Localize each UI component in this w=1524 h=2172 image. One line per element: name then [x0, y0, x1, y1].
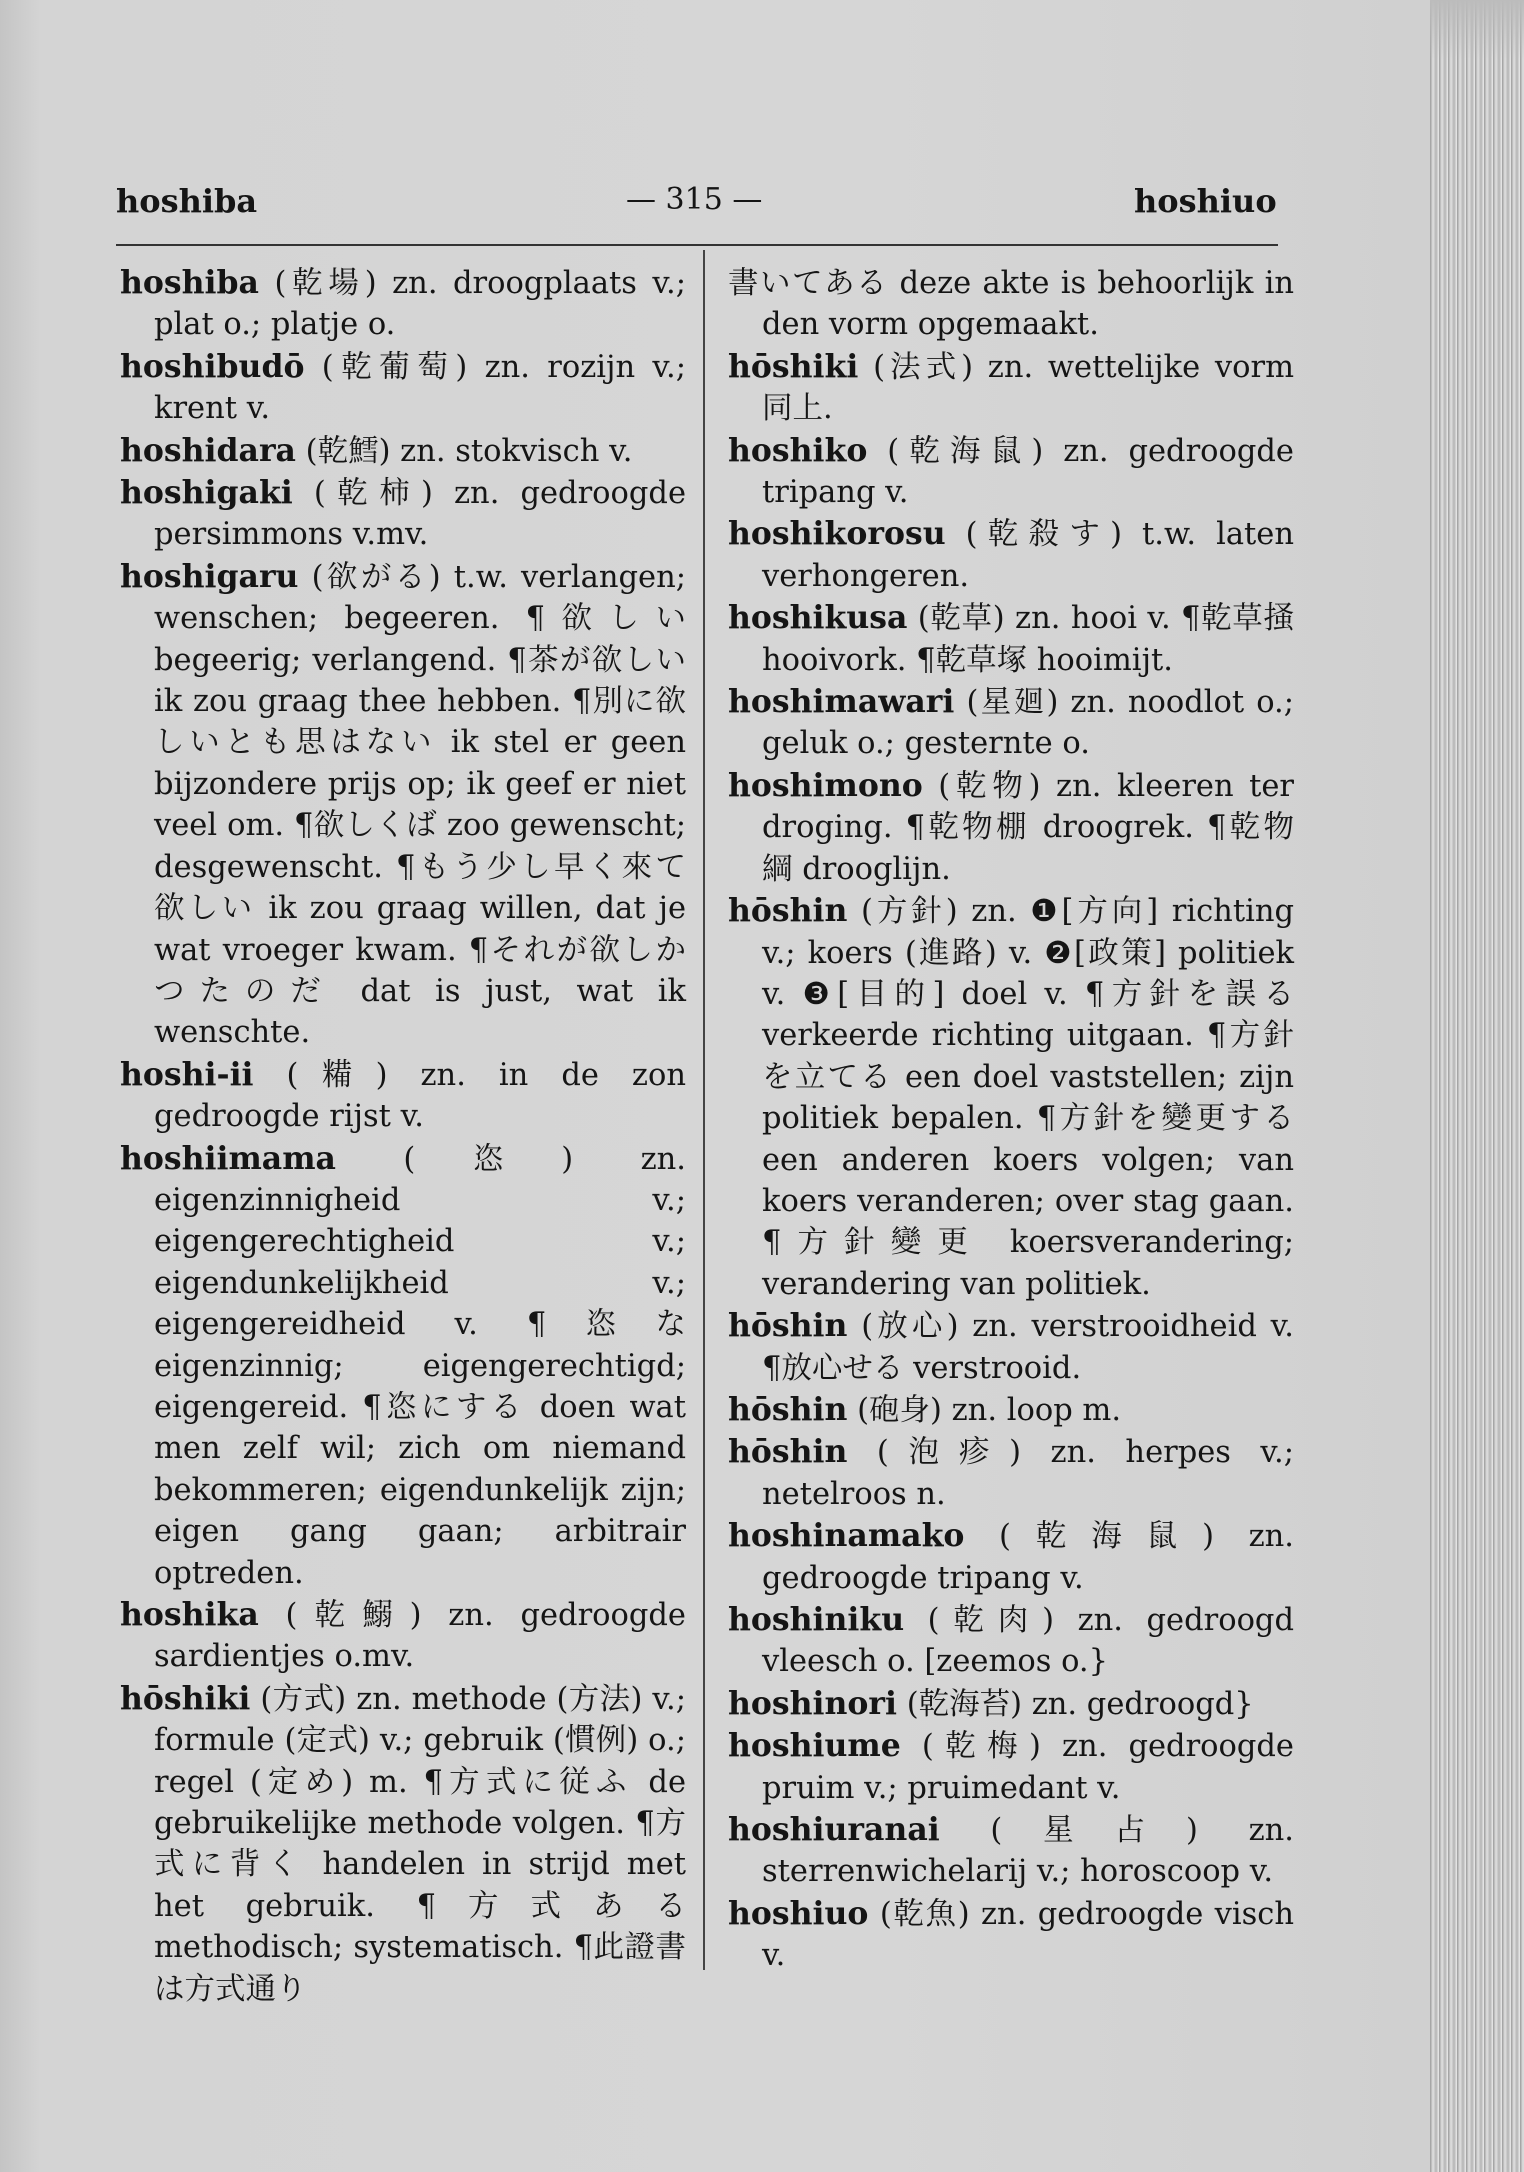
definition: (乾柿) zn. gedroogde persimmons v.mv.: [154, 476, 686, 553]
headword: hoshikorosu: [728, 515, 946, 553]
headword: hoshika: [120, 1596, 259, 1633]
definition: (方式) zn. methode (方法) v.; formule (定式) v.; gebruik (慣例) o.; regel (定め) m. ¶方式に従ふ de gebruikelijke methode volgen. ¶方式に背く handelen in strijd met het gebruik. ¶方式ある methodisch; systematisch. ¶此證書は方式通り: [154, 1681, 686, 2007]
headword: hōshin: [728, 892, 848, 930]
dictionary-entry: [728, 1809, 1294, 1893]
definition: (糒) zn. in de zon gedroogde rijst v.: [154, 1057, 686, 1135]
headword: hoshigaru: [120, 557, 299, 595]
headword: hoshiniku: [728, 1601, 905, 1638]
headword: hōshin: [728, 1433, 848, 1471]
definition: (放心) zn. verstrooidheid v. ¶放心せる verstrooid.: [762, 1309, 1294, 1386]
definition: (乾海苔) zn. gedroogd}: [906, 1686, 1254, 1722]
dictionary-entry: [728, 765, 1294, 890]
headword: hoshiuo: [728, 1894, 869, 1932]
dictionary-entry: [728, 1599, 1294, 1683]
definition: (乾梅) zn. gedroogde pruim v.; pruimedant v.: [762, 1729, 1294, 1806]
headword: hoshiuranai: [728, 1811, 940, 1849]
dictionary-entry: [120, 1594, 686, 1678]
column-divider: [703, 250, 705, 1970]
headword: hoshiko: [728, 431, 868, 469]
headword: hoshibudō: [120, 347, 305, 385]
dictionary-entry: [120, 1138, 686, 1594]
dictionary-entry: [728, 1515, 1294, 1599]
headword: hoshimono: [728, 766, 923, 804]
headword: hoshinori: [728, 1684, 897, 1722]
headword: hoshidara: [120, 431, 296, 469]
headword: hoshikusa: [728, 599, 908, 637]
dictionary-entry: [728, 597, 1294, 681]
dictionary-entry: [728, 1683, 1294, 1725]
headword: hoshinamako: [728, 1517, 965, 1555]
definition: (乾肉) zn. gedroogd vleesch o. [zeemos o.}: [762, 1603, 1294, 1680]
definition: (乾殺す) t.w. laten verhongeren.: [762, 517, 1294, 594]
definition: (乾海鼠) zn. gedroogde tripang v.: [762, 1519, 1294, 1596]
dictionary-entry: [120, 556, 686, 1054]
definition: (乾物) zn. kleeren ter droging. ¶乾物棚 droogrek. ¶乾物綱 drooglijn.: [762, 768, 1294, 887]
left-guide-word: hoshiba: [116, 182, 258, 220]
dictionary-entry: [728, 346, 1294, 430]
dictionary-entry: [728, 681, 1294, 765]
right-guide-word: hoshiuo: [1134, 182, 1277, 220]
definition: (乾鱈) zn. stokvisch v.: [305, 433, 633, 469]
dictionary-entry: [120, 1678, 686, 2010]
headword: hōshiki: [728, 347, 859, 385]
dictionary-entry: [120, 346, 686, 430]
dictionary-entry: [728, 430, 1294, 514]
definition: (方針) zn. ❶[方向] richting v.; koers (進路) v. ❷[政策] politiek v. ❸[目的] doel v. ¶方針を誤る verkeerde richting uitgaan. ¶方針を立てる een doel vaststellen; zijn politiek bepalen. ¶方針を變更する een anderen koers volgen; van koers veranderen; over stag gaan. ¶方針變更 koersverandering; verandering van politiek.: [762, 894, 1294, 1302]
headword: hōshin: [728, 1390, 848, 1428]
dictionary-entry: [120, 262, 686, 346]
page-header: [0, 182, 1430, 232]
definition: (星占) zn. sterrenwichelarij v.; horoscoop v.: [762, 1813, 1294, 1890]
page-number: — 315 —: [626, 182, 763, 217]
headword: hoshiimama: [120, 1139, 336, 1177]
dictionary-entry: [728, 513, 1294, 597]
definition: (乾草) zn. hooi v. ¶乾草掻 hooivork. ¶乾草塚 hooimijt.: [762, 601, 1294, 678]
headword: hoshi-ii: [120, 1055, 254, 1093]
definition: (恣) zn. eigenzinnigheid v.; eigengerechtigheid v.; eigendunkelijkheid v.; eigengereidheid v. ¶恣な eigenzinnig; eigengerechtigd; eigengereid. ¶恣にする doen wat men zelf wil; zich om niemand bekommeren; eigendunkelijk zijn; eigen gang gaan; arbitrair optreden.: [154, 1141, 686, 1591]
book-page-edges: [1430, 0, 1524, 2172]
definition: (乾魚) zn. gedroogde visch v.: [762, 1896, 1294, 1974]
definition: (星廻) zn. noodlot o.; geluk o.; gesternte o.: [762, 685, 1295, 762]
dictionary-entry: [728, 1431, 1294, 1515]
definition: (砲身) zn. loop m.: [857, 1392, 1122, 1428]
right-column: [728, 262, 1294, 1977]
dictionary-entry: [120, 472, 686, 556]
definition: (乾葡萄) zn. rozijn v.; krent v.: [154, 349, 686, 427]
definition: (欲がる) t.w. verlangen; wenschen; begeeren. ¶欲しい begeerig; verlangend. ¶茶が欲しい ik zou graag thee hebben. ¶別に欲しいとも思はない ik stel er geen bijzondere prijs op; ik geef er niet veel om. ¶欲しくば zoo gewenscht; desgewenscht. ¶もう少し早く來て欲しい ik zou graag willen, dat je wat vroeger kwam. ¶それが欲しかつたのだ dat is just, wat ik wenschte.: [154, 559, 686, 1051]
dictionary-entry-continuation: [728, 262, 1294, 346]
definition: (乾場) zn. droogplaats v.; plat o.; platje o.: [154, 266, 686, 343]
definition: (乾海鼠) zn. gedroogde tripang v.: [762, 433, 1294, 511]
definition: (泡疹) zn. herpes v.; netelroos n.: [762, 1435, 1294, 1512]
header-rule: [116, 244, 1278, 246]
definition: (法式) zn. wettelijke vorm 同上.: [762, 349, 1294, 427]
dictionary-entry: [728, 1893, 1294, 1977]
headword: hoshigaki: [120, 474, 293, 512]
headword: hoshiba: [120, 264, 259, 301]
left-column: [120, 262, 686, 2010]
dictionary-entry: [728, 890, 1294, 1305]
dictionary-entry: [728, 1389, 1294, 1431]
definition: 書いてある deze akte is behoorlijk in den vorm opgemaakt.: [728, 266, 1294, 343]
definition: (乾鰯) zn. gedroogde sardientjes o.mv.: [154, 1598, 686, 1675]
headword: hōshiki: [120, 1679, 251, 1717]
headword: hoshimawari: [728, 683, 955, 721]
dictionary-entry: [120, 1054, 686, 1138]
dictionary-entry: [120, 430, 686, 472]
headword: hoshiume: [728, 1727, 901, 1765]
dictionary-entry: [728, 1725, 1294, 1809]
dictionary-entry: [728, 1305, 1294, 1389]
headword: hōshin: [728, 1307, 848, 1345]
